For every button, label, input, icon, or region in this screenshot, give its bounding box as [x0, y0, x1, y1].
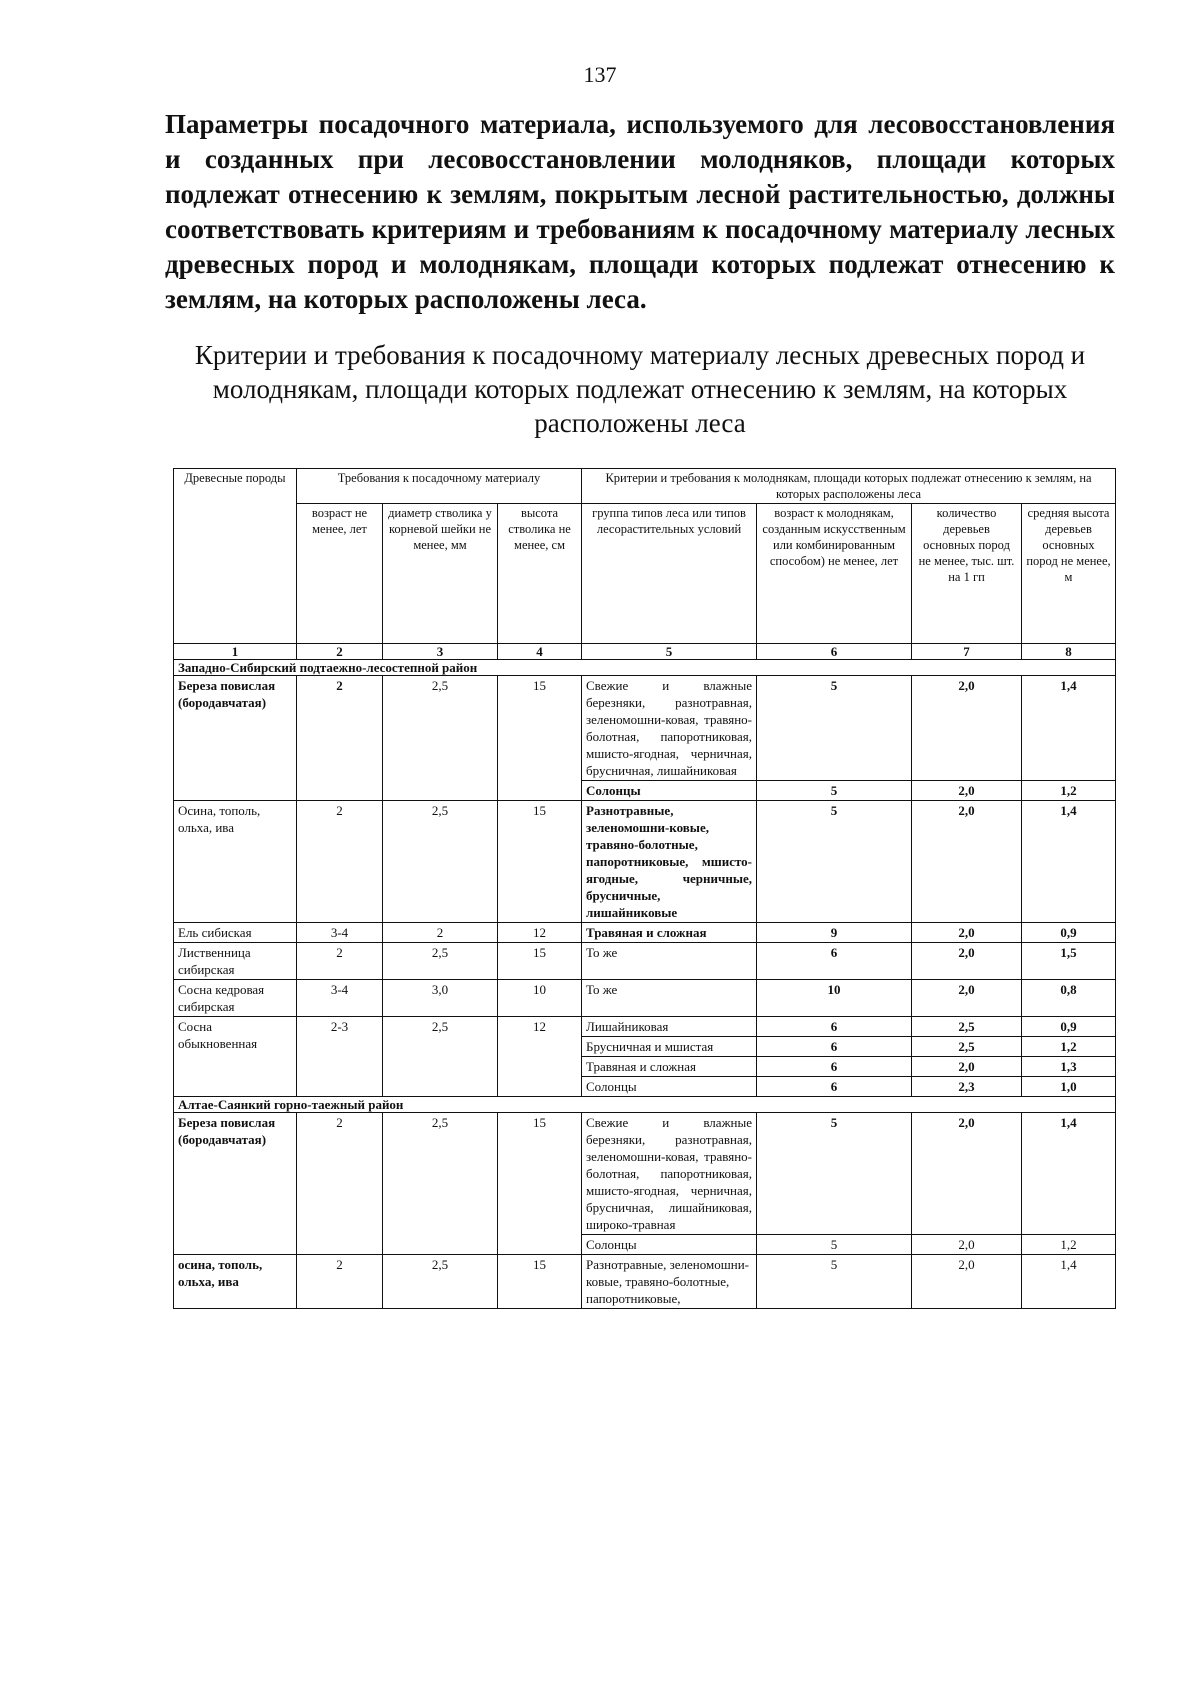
- table-row: [174, 1255, 1116, 1309]
- avg-height-cell: 0,9: [1022, 1017, 1116, 1037]
- young-age-cell: 5: [757, 1255, 912, 1309]
- tree-count-cell: 2,0: [912, 1255, 1022, 1309]
- forest-type-cell: Солонцы: [582, 1235, 757, 1255]
- species-cell: Сосна обыкновенная: [174, 1017, 297, 1097]
- forest-type-cell: Травяная и сложная: [582, 923, 757, 943]
- col-number: 3: [383, 644, 498, 660]
- table-row: [174, 676, 1116, 781]
- young-age-cell: 5: [757, 676, 912, 781]
- col-number: 4: [498, 644, 582, 660]
- stem-height-cell: 15: [498, 943, 582, 980]
- species-cell: Осина, тополь, ольха, ива: [174, 801, 297, 923]
- young-age-cell: 5: [757, 781, 912, 801]
- diameter-cell: 2,5: [383, 1113, 498, 1255]
- diameter-cell: 2,5: [383, 801, 498, 923]
- table-title: Критерии и требования к посадочному материалу лесных древесных пород и молоднякам, площади которых подлежат отнесению к землям, на которых расположены леса: [194, 340, 1086, 438]
- header-col-8: средняя высота деревьев основных пород не менее, м: [1022, 504, 1116, 644]
- avg-height-cell: 1,3: [1022, 1057, 1116, 1077]
- intro-paragraph: Параметры посадочного материала, используемого для лесовосстановления и созданных при лесовосстановлении молодняков, площади которых подлежат отнесению к землям, покрытым лесной растительностью, должны соответствовать критериям и требованиям к посадочному материалу лесных древесных пород и молоднякам, площади которых подлежат отнесению к землям, на которых расположены леса.: [165, 109, 1115, 314]
- forest-type-cell: Лишайниковая: [582, 1017, 757, 1037]
- header-col-5: группа типов леса или типов лесорастительных условий: [582, 504, 757, 644]
- region-row: [174, 1097, 1116, 1113]
- header-row-1: [174, 469, 1116, 504]
- forest-type-cell: То же: [582, 980, 757, 1017]
- header-col-3: диаметр стволика у корневой шейки не менее, мм: [383, 504, 498, 644]
- forest-type-cell: Солонцы: [582, 781, 757, 801]
- forest-type-cell: Разнотравные, зеленомошни-ковые, травяно-болотные, папоротниковые,: [582, 1255, 757, 1309]
- species-cell: Береза повислая (бородавчатая): [174, 676, 297, 801]
- table-row: [174, 923, 1116, 943]
- tree-count-cell: 2,5: [912, 1037, 1022, 1057]
- table-row: [174, 943, 1116, 980]
- diameter-cell: 2,5: [383, 676, 498, 801]
- stem-height-cell: 15: [498, 1255, 582, 1309]
- col-number: 8: [1022, 644, 1116, 660]
- region-label: Алтае-Саянкий горно-таежный район: [174, 1097, 1116, 1113]
- header-planting-material: Требования к посадочному материалу: [297, 469, 582, 504]
- young-age-cell: 6: [757, 1017, 912, 1037]
- forest-type-cell: Разнотравные, зеленомошни-ковые, травяно-болотные, папоротниковые, мшисто-ягодные, черничные, брусничные, лишайниковые: [582, 801, 757, 923]
- header-species: Древесные породы: [174, 469, 297, 644]
- stem-height-cell: 15: [498, 676, 582, 801]
- avg-height-cell: 1,4: [1022, 801, 1116, 923]
- tree-count-cell: 2,0: [912, 980, 1022, 1017]
- tree-count-cell: 2,0: [912, 781, 1022, 801]
- stem-height-cell: 12: [498, 1017, 582, 1097]
- diameter-cell: 2: [383, 923, 498, 943]
- avg-height-cell: 1,4: [1022, 1255, 1116, 1309]
- header-row-2: [174, 504, 1116, 644]
- forest-type-cell: Свежие и влажные березняки, разнотравная, зеленомошни-ковая, травяно-болотная, папоротниковая, мшисто-ягодная, черничная, брусничная, лишайниковая, широко-травная: [582, 1113, 757, 1235]
- forest-type-cell: Солонцы: [582, 1077, 757, 1097]
- stem-height-cell: 10: [498, 980, 582, 1017]
- seedling-age-cell: 3-4: [297, 923, 383, 943]
- tree-count-cell: 2,0: [912, 1057, 1022, 1077]
- young-age-cell: 5: [757, 1113, 912, 1235]
- region-label: Западно-Сибирский подтаежно-лесостепной район: [174, 660, 1116, 676]
- page-number: 137: [583, 62, 617, 87]
- young-age-cell: 5: [757, 1235, 912, 1255]
- seedling-age-cell: 3-4: [297, 980, 383, 1017]
- diameter-cell: 3,0: [383, 980, 498, 1017]
- seedling-age-cell: 2: [297, 1255, 383, 1309]
- stem-height-cell: 15: [498, 1113, 582, 1255]
- tree-count-cell: 2,3: [912, 1077, 1022, 1097]
- tree-count-cell: 2,0: [912, 1113, 1022, 1235]
- avg-height-cell: 0,8: [1022, 980, 1116, 1017]
- header-col-6: возраст к молоднякам, созданным искусственным или комбинированным способом) не менее, лет: [757, 504, 912, 644]
- diameter-cell: 2,5: [383, 1017, 498, 1097]
- tree-count-cell: 2,0: [912, 801, 1022, 923]
- avg-height-cell: 1,5: [1022, 943, 1116, 980]
- avg-height-cell: 1,4: [1022, 1113, 1116, 1235]
- seedling-age-cell: 2: [297, 943, 383, 980]
- col-number: 6: [757, 644, 912, 660]
- young-age-cell: 5: [757, 801, 912, 923]
- young-age-cell: 6: [757, 943, 912, 980]
- tree-count-cell: 2,0: [912, 676, 1022, 781]
- forest-type-cell: То же: [582, 943, 757, 980]
- stem-height-cell: 15: [498, 801, 582, 923]
- forest-type-cell: Брусничная и мшистая: [582, 1037, 757, 1057]
- tree-count-cell: 2,0: [912, 1235, 1022, 1255]
- header-col-2: возраст не менее, лет: [297, 504, 383, 644]
- avg-height-cell: 0,9: [1022, 923, 1116, 943]
- avg-height-cell: 1,4: [1022, 676, 1116, 781]
- forest-type-cell: Свежие и влажные березняки, разнотравная, зеленомошни-ковая, травяно-болотная, папоротниковая, мшисто-ягодная, черничная, брусничная, лишайниковая: [582, 676, 757, 781]
- table-row: [174, 801, 1116, 923]
- young-age-cell: 9: [757, 923, 912, 943]
- seedling-age-cell: 2: [297, 676, 383, 801]
- tree-count-cell: 2,5: [912, 1017, 1022, 1037]
- col-number: 1: [174, 644, 297, 660]
- young-age-cell: 6: [757, 1037, 912, 1057]
- avg-height-cell: 1,0: [1022, 1077, 1116, 1097]
- tree-count-cell: 2,0: [912, 943, 1022, 980]
- col-number: 5: [582, 644, 757, 660]
- species-cell: Береза повислая (бородавчатая): [174, 1113, 297, 1255]
- young-age-cell: 6: [757, 1077, 912, 1097]
- column-numbers-row: [174, 644, 1116, 660]
- table-row: [174, 1017, 1116, 1037]
- species-cell: Сосна кедровая сибирская: [174, 980, 297, 1017]
- forest-type-cell: Травяная и сложная: [582, 1057, 757, 1077]
- header-col-4: высота стволика не менее, см: [498, 504, 582, 644]
- seedling-age-cell: 2-3: [297, 1017, 383, 1097]
- species-cell: Ель сибиская: [174, 923, 297, 943]
- requirements-table-wrapper: [173, 468, 1115, 1309]
- avg-height-cell: 1,2: [1022, 1235, 1116, 1255]
- header-young-stands: Критерии и требования к молоднякам, площади которых подлежат отнесению к землям, на которых расположены леса: [582, 469, 1116, 504]
- young-age-cell: 6: [757, 1057, 912, 1077]
- header-col-7: количество деревьев основных пород не менее, тыс. шт. на 1 гп: [912, 504, 1022, 644]
- table-row: [174, 980, 1116, 1017]
- seedling-age-cell: 2: [297, 801, 383, 923]
- diameter-cell: 2,5: [383, 943, 498, 980]
- stem-height-cell: 12: [498, 923, 582, 943]
- table-row: [174, 1113, 1116, 1235]
- tree-count-cell: 2,0: [912, 923, 1022, 943]
- young-age-cell: 10: [757, 980, 912, 1017]
- col-number: 2: [297, 644, 383, 660]
- region-row: [174, 660, 1116, 676]
- species-cell: осина, тополь, ольха, ива: [174, 1255, 297, 1309]
- requirements-table: [173, 468, 1116, 1309]
- species-cell: Лиственница сибирская: [174, 943, 297, 980]
- diameter-cell: 2,5: [383, 1255, 498, 1309]
- col-number: 7: [912, 644, 1022, 660]
- avg-height-cell: 1,2: [1022, 1037, 1116, 1057]
- seedling-age-cell: 2: [297, 1113, 383, 1255]
- avg-height-cell: 1,2: [1022, 781, 1116, 801]
